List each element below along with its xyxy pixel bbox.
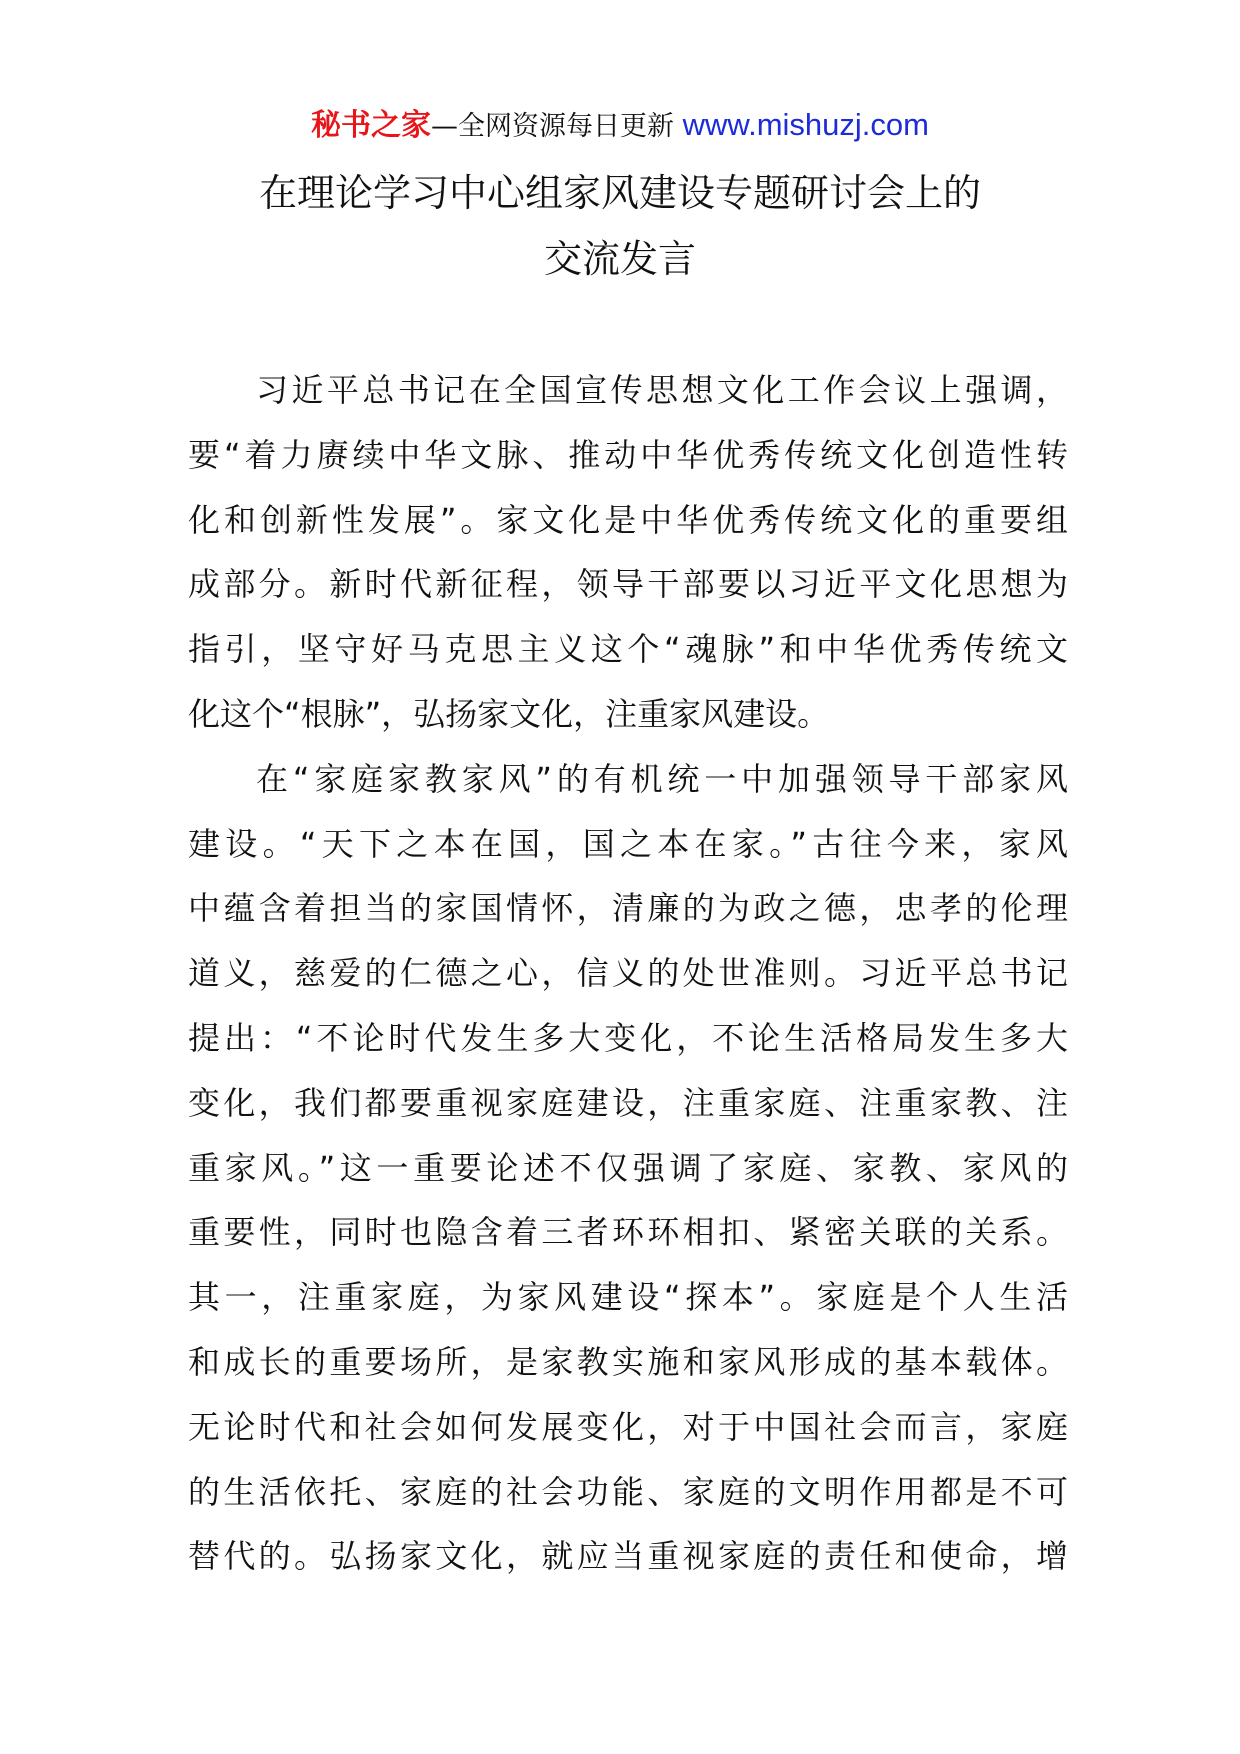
paragraph-line: 化和创新性发展”。家文化是中华优秀传统文化的重要组 bbox=[188, 500, 1068, 539]
paragraph-line: 道义，慈爱的仁德之心，信义的处世准则。习近平总书记 bbox=[188, 954, 1068, 993]
title-line: 在理论学习中心组家风建设专题研讨会上的 bbox=[258, 171, 981, 215]
banner-tagline: —全网资源每日更新 bbox=[431, 111, 683, 142]
site-banner bbox=[0, 103, 1240, 149]
paragraph-line: 化这个“根脉”，弘扬家文化，注重家风建设。 bbox=[188, 694, 830, 733]
banner-url-link[interactable]: www.mishuzj.com bbox=[682, 107, 929, 142]
paragraph-line: 无论时代和社会如何发展变化，对于中国社会而言，家庭 bbox=[188, 1407, 1068, 1446]
paragraph-line: 习近平总书记在全国宣传思想文化工作会议上强调， bbox=[256, 371, 1068, 409]
paragraph-line: 指引，坚守好马克思主义这个“魂脉”和中华优秀传统文 bbox=[188, 630, 1068, 669]
paragraph-line: 其一，注重家庭，为家风建设“探本”。家庭是个人生活 bbox=[188, 1278, 1068, 1317]
paragraph-line: 在“家庭家教家风”的有机统一中加强领导干部家风 bbox=[256, 759, 1068, 798]
paragraph-line: 提出：“不论时代发生多大变化，不论生活格局发生多大 bbox=[188, 1018, 1068, 1057]
title-line: 交流发言 bbox=[543, 237, 696, 281]
paragraph-line: 替代的。弘扬家文化，就应当重视家庭的责任和使命，增 bbox=[188, 1537, 1068, 1576]
paragraph-line: 中蕴含着担当的家国情怀，清廉的为政之德，忠孝的伦理 bbox=[188, 889, 1068, 928]
paragraph-line: 和成长的重要场所，是家教实施和家风形成的基本载体。 bbox=[188, 1342, 1068, 1381]
paragraph-line: 重家风。”这一重要论述不仅强调了家庭、家教、家风的 bbox=[188, 1148, 1068, 1187]
document-title bbox=[140, 160, 1100, 292]
brand-name: 秘书之家 bbox=[311, 108, 432, 143]
paragraph-line: 变化，我们都要重视家庭建设，注重家庭、注重家教、注 bbox=[188, 1083, 1068, 1122]
paragraph-line: 要“着力赓续中华文脉、推动中华优秀传统文化创造性转 bbox=[188, 435, 1068, 474]
paragraph-line: 重要性，同时也隐含着三者环环相扣、紧密关联的关系。 bbox=[188, 1213, 1068, 1252]
document-body bbox=[188, 358, 1068, 1589]
paragraph-line: 的生活依托、家庭的社会功能、家庭的文明作用都是不可 bbox=[188, 1472, 1068, 1511]
paragraph-line: 成部分。新时代新征程，领导干部要以习近平文化思想为 bbox=[188, 565, 1068, 604]
paragraph-line: 建设。“天下之本在国，国之本在家。”古往今来，家风 bbox=[188, 824, 1068, 863]
